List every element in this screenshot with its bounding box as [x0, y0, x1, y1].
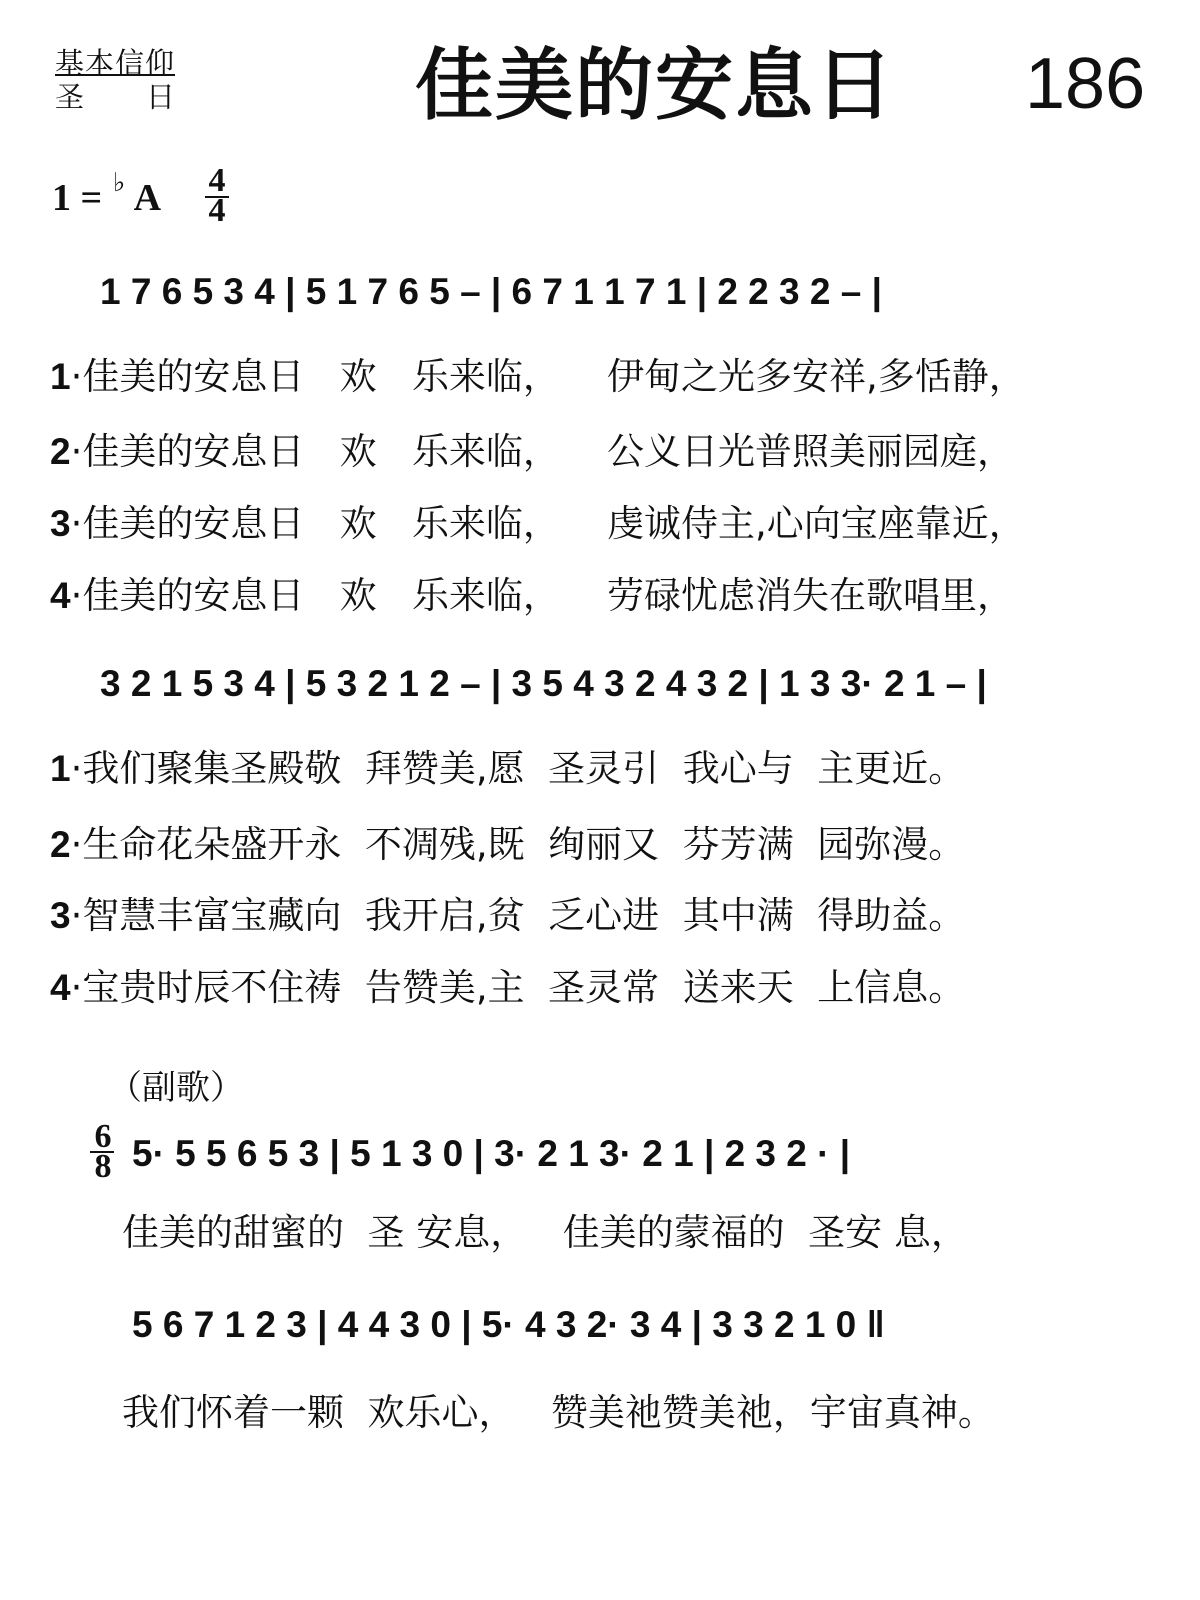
- chorus-label: （副歌）: [108, 1068, 244, 1108]
- flat-sign: ♭: [113, 168, 126, 198]
- verse-2-part1: 2·佳美的安息日 欢 乐来临， 公义日光普照美丽园庭，: [50, 430, 1014, 473]
- verse-4-part2: 4·宝贵时辰不住祷 告赞美,主 圣灵常 送来天 上信息。: [50, 966, 966, 1009]
- notation-row-3: 5· 5 5 6 5 3 | 5 1 3 0 | 3· 2 1 3· 2 1 | 2 3 2 · |: [132, 1133, 851, 1174]
- verse-1-part2: 1·我们聚集圣殿敬 拜赞美,愿 圣灵引 我心与 主更近。: [50, 747, 966, 790]
- verse-4-part1: 4·佳美的安息日 欢 乐来临， 劳碌忧虑消失在歌唱里，: [50, 574, 1014, 617]
- chorus-lyric-2: 我们怀着一颗 欢乐心， 赞美祂赞美祂，宇宙真神。: [122, 1391, 995, 1434]
- verse-3-part2: 3·智慧丰富宝藏向 我开启,贫 乏心进 其中满 得助益。: [50, 894, 966, 937]
- hymn-number: 186: [1025, 44, 1146, 124]
- hymn-title: 佳美的安息日: [415, 41, 896, 131]
- notation-row-4: 5 6 7 1 2 3 | 4 4 3 0 | 5· 4 3 2· 3 4 | 3 3 2 1 0 ‖: [132, 1304, 885, 1345]
- time-sig-chorus-top: 6: [94, 1118, 112, 1155]
- verse-3-part1: 3·佳美的安息日 欢 乐来临， 虔诚侍主,心向宝座靠近，: [50, 502, 1026, 545]
- time-sig-verse-bottom: 4: [208, 192, 226, 229]
- verse-2-part2: 2·生命花朵盛开永 不凋残,既 绚丽又 芬芳满 园弥漫。: [50, 823, 966, 866]
- notation-row-2: 3 2 1 5 3 4 | 5 3 2 1 2 – | 3 5 4 3 2 4 3 2 | 1 3 3· 2 1 – |: [100, 663, 987, 704]
- subcategory-label: 圣日: [55, 80, 238, 114]
- chorus-lyric-1: 佳美的甜蜜的 圣 安息， 佳美的蒙福的 圣安 息，: [122, 1211, 968, 1254]
- verse-1-part1: 1·佳美的安息日 欢 乐来临， 伊甸之光多安祥,多恬静，: [50, 355, 1026, 398]
- time-sig-chorus-bottom: 8: [94, 1148, 112, 1185]
- key-prefix: 1 =: [52, 177, 112, 219]
- key-note: A: [133, 177, 162, 219]
- category-label: 基本信仰: [55, 46, 176, 80]
- time-sig-verse-top: 4: [208, 162, 226, 199]
- notation-row-1: 1 7 6 5 3 4 | 5 1 7 6 5 – | 6 7 1 1 7 1 | 2 2 3 2 – |: [100, 271, 882, 312]
